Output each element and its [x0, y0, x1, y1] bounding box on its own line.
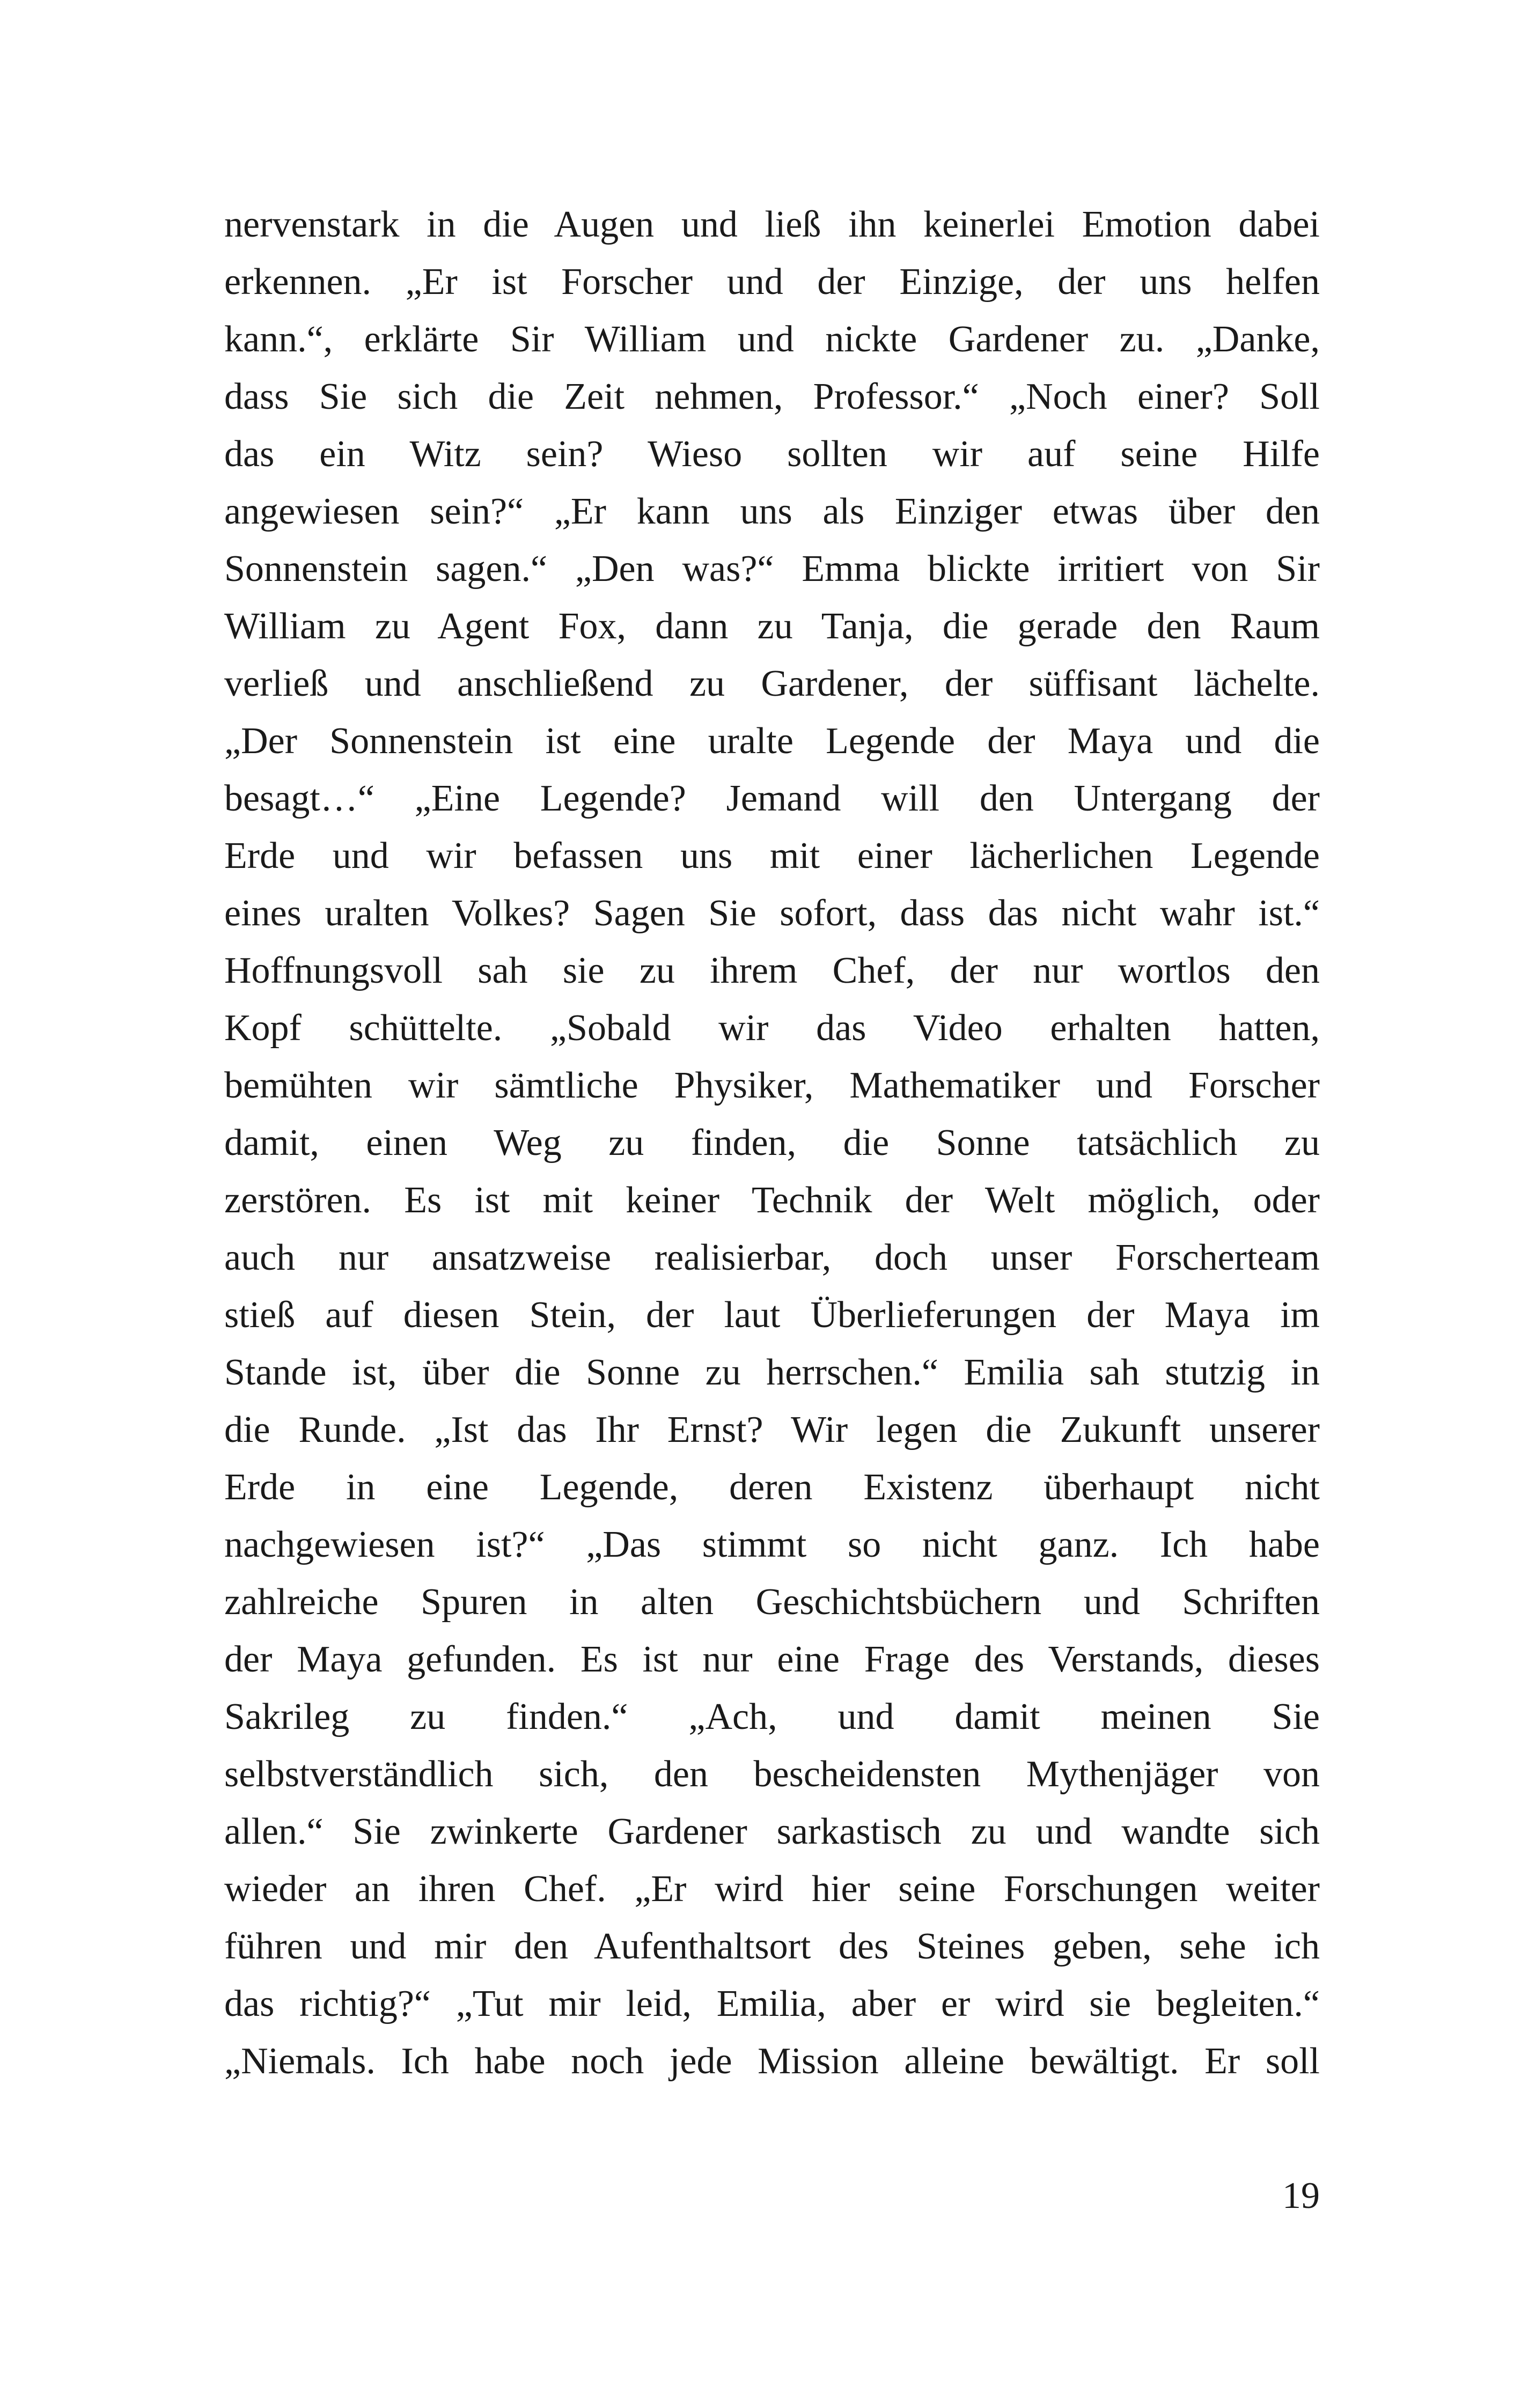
text-line: „Niemals. Ich habe noch jede Mission alleine bewältigt. Er soll [224, 2041, 1320, 2082]
text-line: auch nur ansatzweise realisierbar, doch unser Forscherteam [224, 1237, 1320, 1278]
text-line: Kopf schüttelte. „Sobald wir das Video erhalten hatten, [224, 1007, 1320, 1049]
text-line: Stande ist, über die Sonne zu herrschen.“ Emilia sah stutzig in [224, 1352, 1320, 1393]
text-line: William zu Agent Fox, dann zu Tanja, die gerade den Raum [224, 606, 1320, 647]
text-line: zahlreiche Spuren in alten Geschichtsbüchern und Schriften [224, 1581, 1320, 1623]
text-line: kann.“, erklärte Sir William und nickte Gardener zu. „Danke, [224, 319, 1320, 360]
text-line: angewiesen sein?“ „Er kann uns als Einziger etwas über den [224, 491, 1320, 532]
text-line: verließ und anschließend zu Gardener, der süffisant lächelte. [224, 663, 1320, 704]
text-line: führen und mir den Aufenthaltsort des Steines geben, sehe ich [224, 1926, 1320, 1967]
text-line: nachgewiesen ist?“ „Das stimmt so nicht ganz. Ich habe [224, 1524, 1320, 1565]
text-line: bemühten wir sämtliche Physiker, Mathematiker und Forscher [224, 1065, 1320, 1106]
text-line: wieder an ihren Chef. „Er wird hier seine Forschungen weiter [224, 1868, 1320, 1910]
text-line: Sakrileg zu finden.“ „Ach, und damit meinen Sie [224, 1696, 1320, 1737]
text-line: Sonnenstein sagen.“ „Den was?“ Emma blickte irritiert von Sir [224, 548, 1320, 590]
text-line: das richtig?“ „Tut mir leid, Emilia, aber er wird sie begleiten.“ [224, 1983, 1320, 2024]
text-line: erkennen. „Er ist Forscher und der Einzige, der uns helfen [224, 261, 1320, 303]
text-line: besagt…“ „Eine Legende? Jemand will den Untergang der [224, 778, 1320, 819]
text-line: allen.“ Sie zwinkerte Gardener sarkastisch zu und wandte sich [224, 1811, 1320, 1852]
text-line: Hoffnungsvoll sah sie zu ihrem Chef, der nur wortlos den [224, 950, 1320, 991]
text-line: dass Sie sich die Zeit nehmen, Professor.“ „Noch einer? Soll [224, 376, 1320, 417]
text-line: damit, einen Weg zu finden, die Sonne tatsächlich zu [224, 1122, 1320, 1164]
text-line: nervenstark in die Augen und ließ ihn keinerlei Emotion dabei [224, 204, 1320, 245]
page-number: 19 [1282, 2175, 1320, 2216]
text-line: eines uralten Volkes? Sagen Sie sofort, dass das nicht wahr ist.“ [224, 893, 1320, 934]
text-line: das ein Witz sein? Wieso sollten wir auf seine Hilfe [224, 433, 1320, 475]
text-line: Erde in eine Legende, deren Existenz überhaupt nicht [224, 1467, 1320, 1508]
text-line: selbstverständlich sich, den bescheidensten Mythenjäger von [224, 1754, 1320, 1795]
text-line: die Runde. „Ist das Ihr Ernst? Wir legen die Zukunft unserer [224, 1409, 1320, 1450]
text-line: stieß auf diesen Stein, der laut Überlieferungen der Maya im [224, 1294, 1320, 1336]
text-line: „Der Sonnenstein ist eine uralte Legende der Maya und die [224, 720, 1320, 762]
text-line: der Maya gefunden. Es ist nur eine Frage des Verstands, dieses [224, 1639, 1320, 1680]
text-line: zerstören. Es ist mit keiner Technik der Welt möglich, oder [224, 1180, 1320, 1221]
body-text [224, 196, 1320, 2090]
text-line: Erde und wir befassen uns mit einer lächerlichen Legende [224, 835, 1320, 877]
